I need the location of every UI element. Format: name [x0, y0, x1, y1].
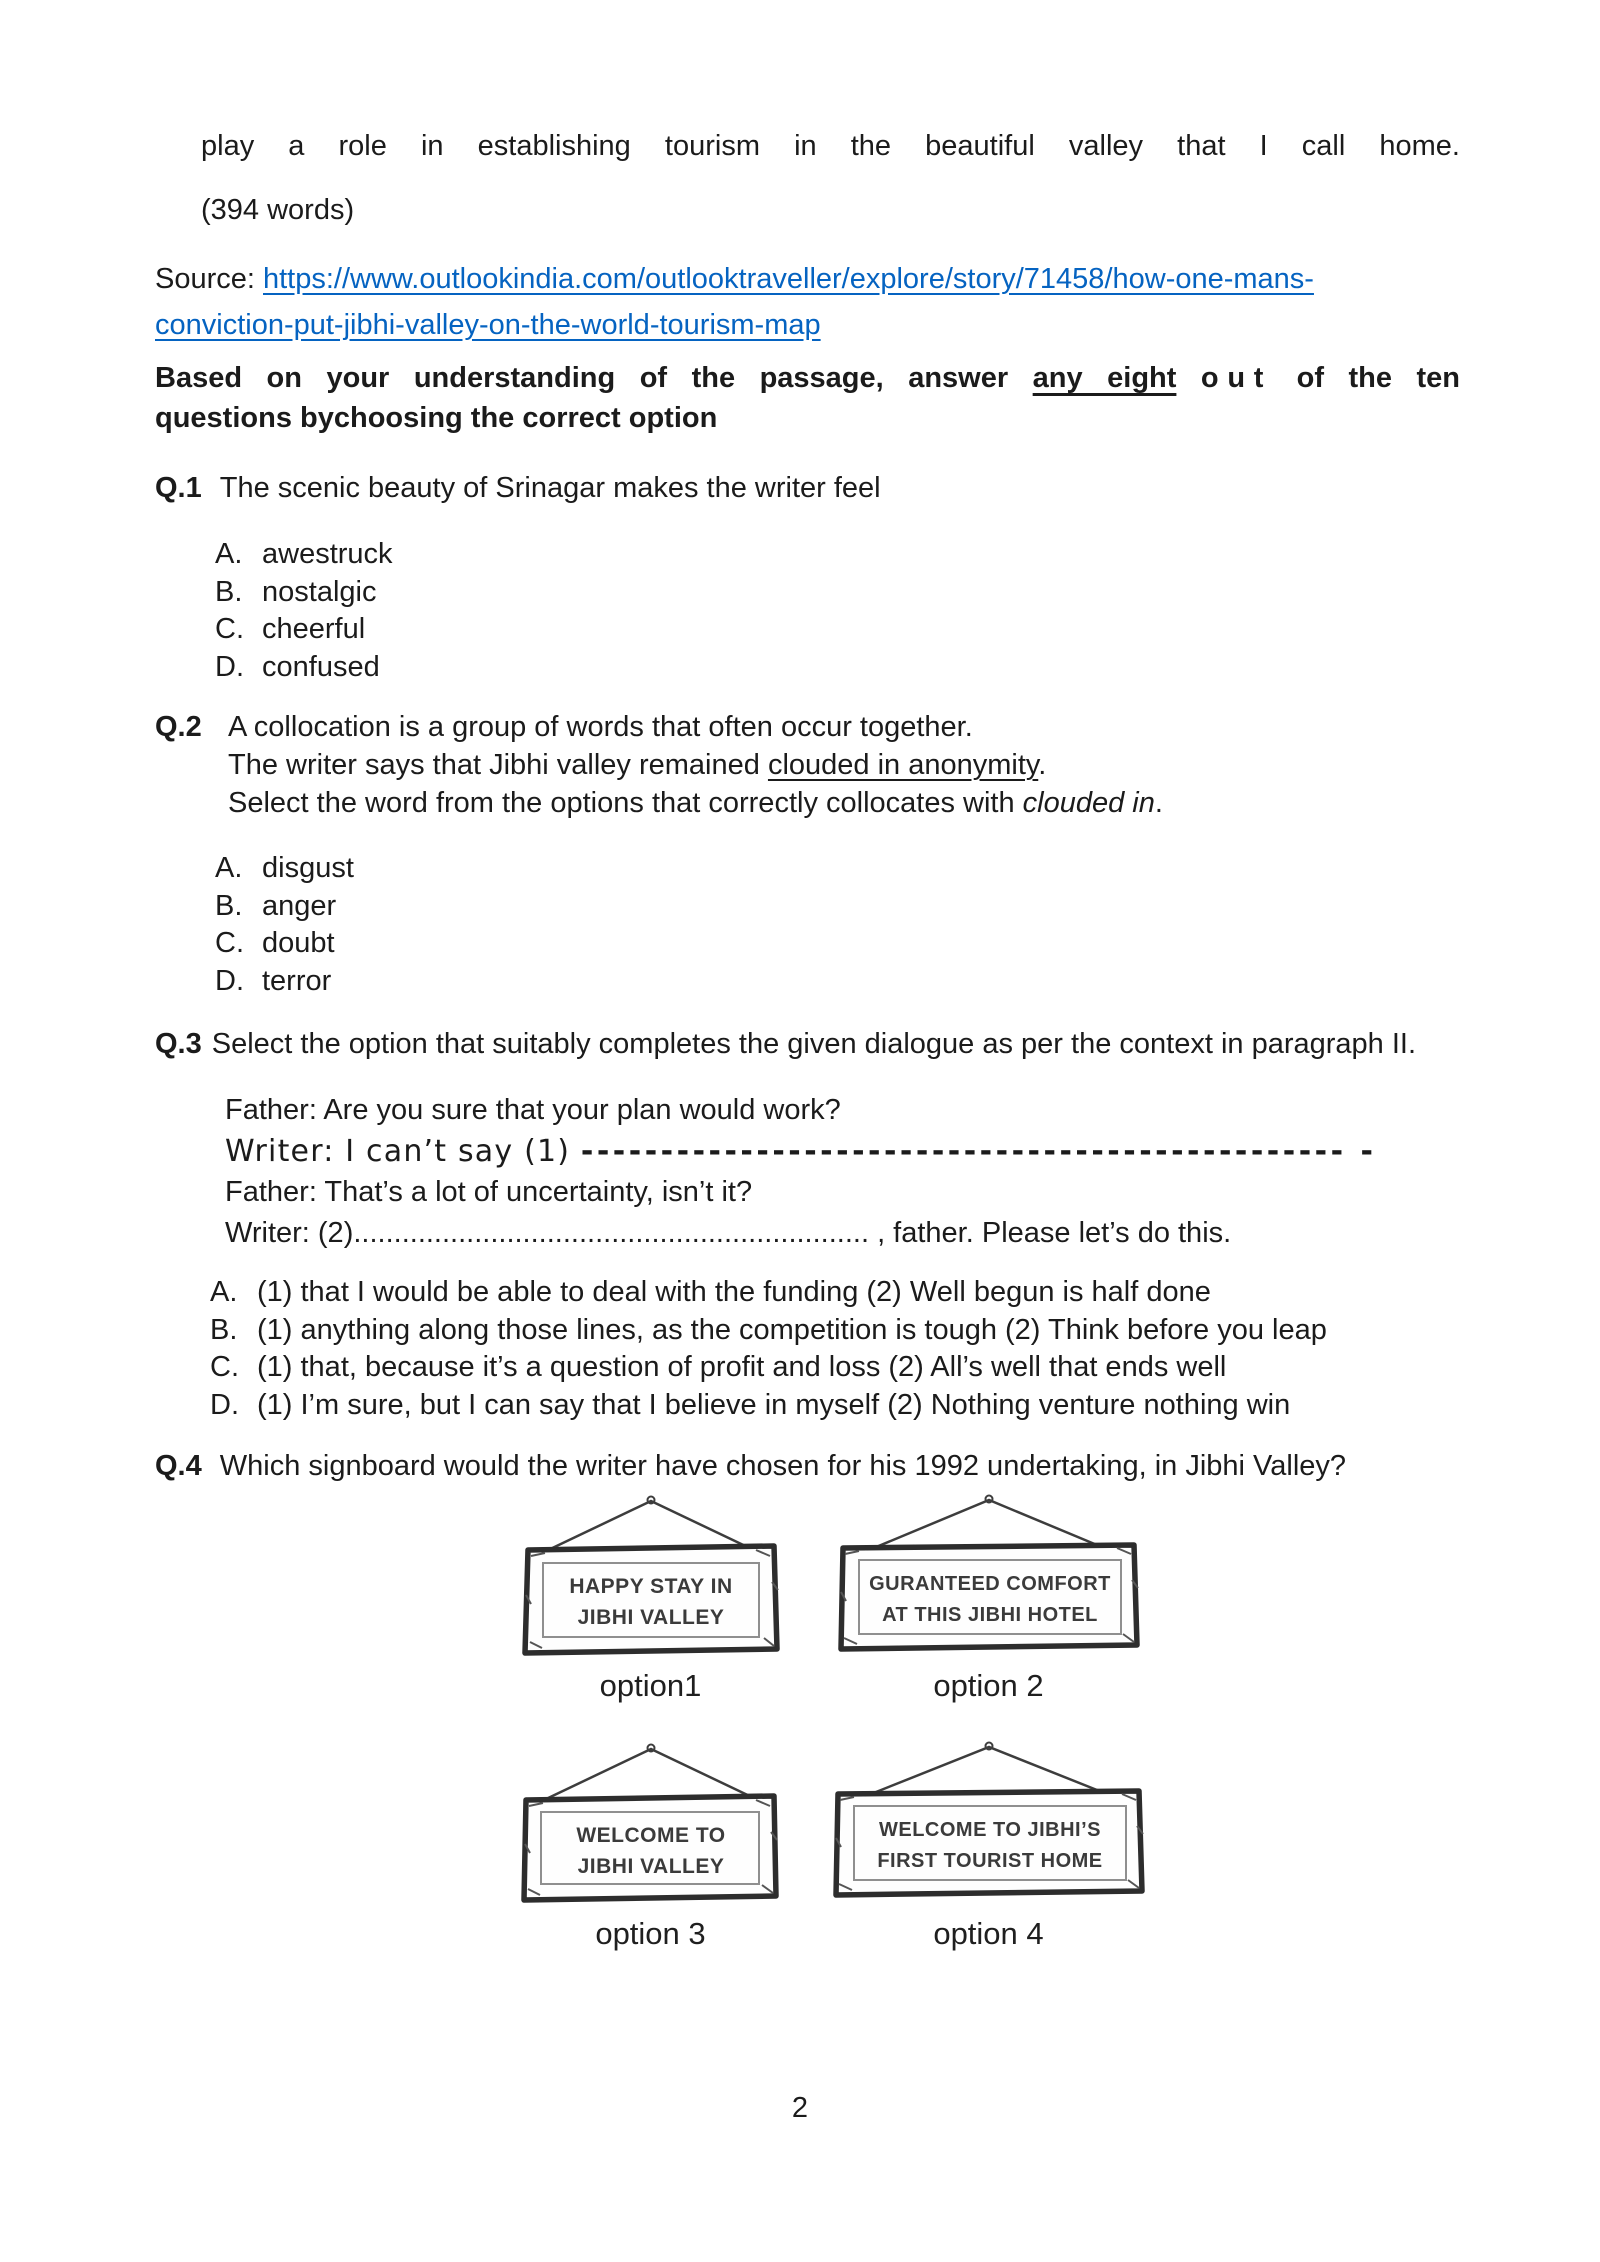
q1-option-a [215, 536, 1460, 574]
q3-text: Select the option that suitably completes the given dialogue as per the context in paragraph II. [211, 1028, 1417, 1060]
signboard-option-3 [506, 1738, 796, 1952]
word-count: (394 words) [201, 194, 355, 226]
q1-option-d-letter: D. [215, 650, 244, 683]
q3-option-d-text: (1) I’m sure, but I can say that I believe in myself (2) Nothing venture nothing win [257, 1388, 1291, 1421]
dialogue-writer-1-blank: ------------------------------------------------ - [580, 1134, 1377, 1169]
q2-line3-prefix: Select the word from the options that correctly collocates with [228, 787, 1023, 819]
q3-option-c-letter: C. [210, 1351, 239, 1383]
q1-text: The scenic beauty of Srinagar makes the writer feel [219, 472, 881, 504]
q2-option-d-letter: D. [215, 964, 244, 997]
q2-line2 [228, 746, 1163, 784]
q1-option-a-text: awestruck [262, 538, 393, 570]
sign-4-line1: WELCOME TO JIBHI’S [878, 1819, 1101, 1841]
instruction-line2: questions bychoosing the correct option [155, 402, 718, 434]
q2-line2-underlined: clouded in anonymity [767, 749, 1039, 781]
sign-hanging-string [544, 1749, 758, 1800]
signboard-2-image [829, 1490, 1149, 1660]
signboard-option-4 [824, 1738, 1154, 1952]
q3-option-a [210, 1274, 1460, 1312]
q1-option-b-text: nostalgic [262, 575, 377, 608]
q1-option-d [215, 649, 1460, 687]
q3-option-b-text: (1) anything along those lines, as the competition is tough (2) Think before you leap [257, 1313, 1327, 1346]
q2-option-c-text: doubt [262, 927, 335, 959]
q3-option-d [210, 1387, 1460, 1425]
q3-option-c [210, 1349, 1460, 1387]
passage-last-paragraph [201, 126, 1460, 230]
q1-option-d-text: confused [262, 650, 380, 683]
q2-line3 [228, 784, 1163, 822]
dialogue-father-2: Father: That’s a lot of uncertainty, isn’t it? [225, 1176, 753, 1208]
q3-option-b-letter: B. [210, 1313, 238, 1346]
q3-option-d-letter: D. [210, 1388, 239, 1421]
q3-option-a-text: (1) that I would be able to deal with the funding (2) Well begun is half done [257, 1276, 1211, 1308]
sign-3-line1: WELCOME TO [575, 1824, 726, 1847]
instruction-part2: of the ten [1272, 362, 1460, 394]
page-number: 2 [791, 2092, 809, 2124]
q1-option-b-letter: B. [215, 575, 243, 608]
q3-dialogue [225, 1090, 1460, 1254]
q2-line3-italic: clouded in [1022, 787, 1155, 819]
passage-last-line: play a role in establishing tourism in the beautiful valley that I call home. [201, 130, 1460, 162]
q3-option-c-text: (1) that, because it’s a question of profit and loss (2) All’s well that ends well [257, 1351, 1227, 1383]
dialogue-writer-1 [225, 1131, 1460, 1172]
source-block [155, 256, 1460, 348]
question-q3 [155, 1024, 1460, 1064]
q2-option-d-text: terror [262, 964, 332, 997]
sign-2-line2: AT THIS JIBHI HOTEL [881, 1604, 1098, 1626]
q2-option-a-letter: A. [215, 852, 243, 884]
q2-option-a [215, 850, 1460, 888]
q2-text [228, 708, 1163, 822]
instruction-line1 [155, 358, 1460, 398]
q1-options [215, 536, 1460, 686]
q1-label: Q.1 [155, 472, 202, 504]
sign-1-line2: JIBHI VALLEY [577, 1606, 724, 1629]
signboard-option-1 [506, 1490, 796, 1704]
q1-option-c [215, 611, 1460, 649]
signboard-option-2 [824, 1490, 1154, 1704]
q1-option-c-text: cheerful [262, 613, 366, 645]
dialogue-writer-2-suffix: , father. Please let’s do this. [869, 1217, 1232, 1249]
q1-option-a-letter: A. [215, 538, 243, 570]
instruction-heading [155, 358, 1460, 438]
q3-option-a-letter: A. [210, 1276, 238, 1308]
sign-1-caption: option1 [599, 1668, 702, 1703]
q2-options [215, 850, 1460, 1000]
q2-option-b [215, 888, 1460, 926]
q2-option-c-letter: C. [215, 927, 244, 959]
q2-line3-suffix: . [1154, 787, 1163, 819]
dialogue-writer-2 [225, 1213, 1460, 1254]
q4-label: Q.4 [155, 1450, 202, 1482]
q2-option-a-text: disgust [262, 852, 354, 884]
source-link-line2[interactable]: conviction-put-jibhi-valley-on-the-world-tourism-map [155, 309, 821, 341]
sign-3-line2: JIBHI VALLEY [577, 1855, 724, 1878]
q2-line2-suffix: . [1038, 749, 1047, 781]
q2-line2-prefix: The writer says that Jibhi valley remained [228, 749, 768, 781]
q2-option-b-letter: B. [215, 889, 243, 922]
source-label: Source: [155, 263, 263, 295]
dialogue-writer-2-text: Writer: (2) [225, 1217, 354, 1249]
signboard-4-image [824, 1738, 1154, 1908]
source-link[interactable] [155, 263, 1314, 341]
dialogue-writer-2-blank: ................................................................ [353, 1217, 870, 1249]
source-link-line1[interactable]: https://www.outlookindia.com/outlooktraveller/explore/story/71458/how-one-mans- [263, 263, 1314, 295]
q3-option-b [210, 1312, 1460, 1350]
signboard-figure-grid [506, 1490, 1154, 1952]
sign-2-line1: GURANTEED COMFORT [868, 1573, 1111, 1595]
instruction-spaced-word: out [1200, 362, 1273, 394]
question-q2 [155, 708, 1460, 822]
sign-1-line1: HAPPY STAY IN [568, 1575, 733, 1598]
q3-label: Q.3 [155, 1028, 202, 1060]
dialogue-father-1: Father: Are you sure that your plan would work? [225, 1094, 841, 1126]
sign-hanging-string [869, 1500, 1109, 1550]
sign-4-line2: FIRST TOURIST HOME [876, 1850, 1103, 1872]
sign-hanging-string [866, 1747, 1112, 1796]
q1-option-c-letter: C. [215, 613, 244, 645]
q4-text: Which signboard would the writer have chosen for his 1992 undertaking, in Jibhi Valley? [219, 1450, 1347, 1482]
question-q1 [155, 468, 1460, 508]
q2-line1: A collocation is a group of words that often occur together. [228, 711, 973, 743]
q2-label: Q.2 [155, 711, 202, 743]
q2-option-d [215, 963, 1460, 1001]
sign-3-caption: option 3 [595, 1916, 706, 1951]
sign-4-caption: option 4 [933, 1916, 1044, 1951]
sign-2-caption: option 2 [933, 1668, 1044, 1703]
signboard-3-image [506, 1738, 796, 1908]
question-q4 [155, 1446, 1460, 1486]
q2-option-c [215, 925, 1460, 963]
q3-options [210, 1274, 1460, 1424]
q1-option-b [215, 574, 1460, 612]
dialogue-writer-1-text: Writer: I can’t say (1) [225, 1134, 581, 1169]
instruction-underlined: any eight [1032, 362, 1177, 394]
instruction-part1: Based on your understanding of the passage, answer [155, 362, 1033, 394]
signboard-1-image [506, 1490, 796, 1660]
q2-option-b-text: anger [262, 889, 337, 922]
